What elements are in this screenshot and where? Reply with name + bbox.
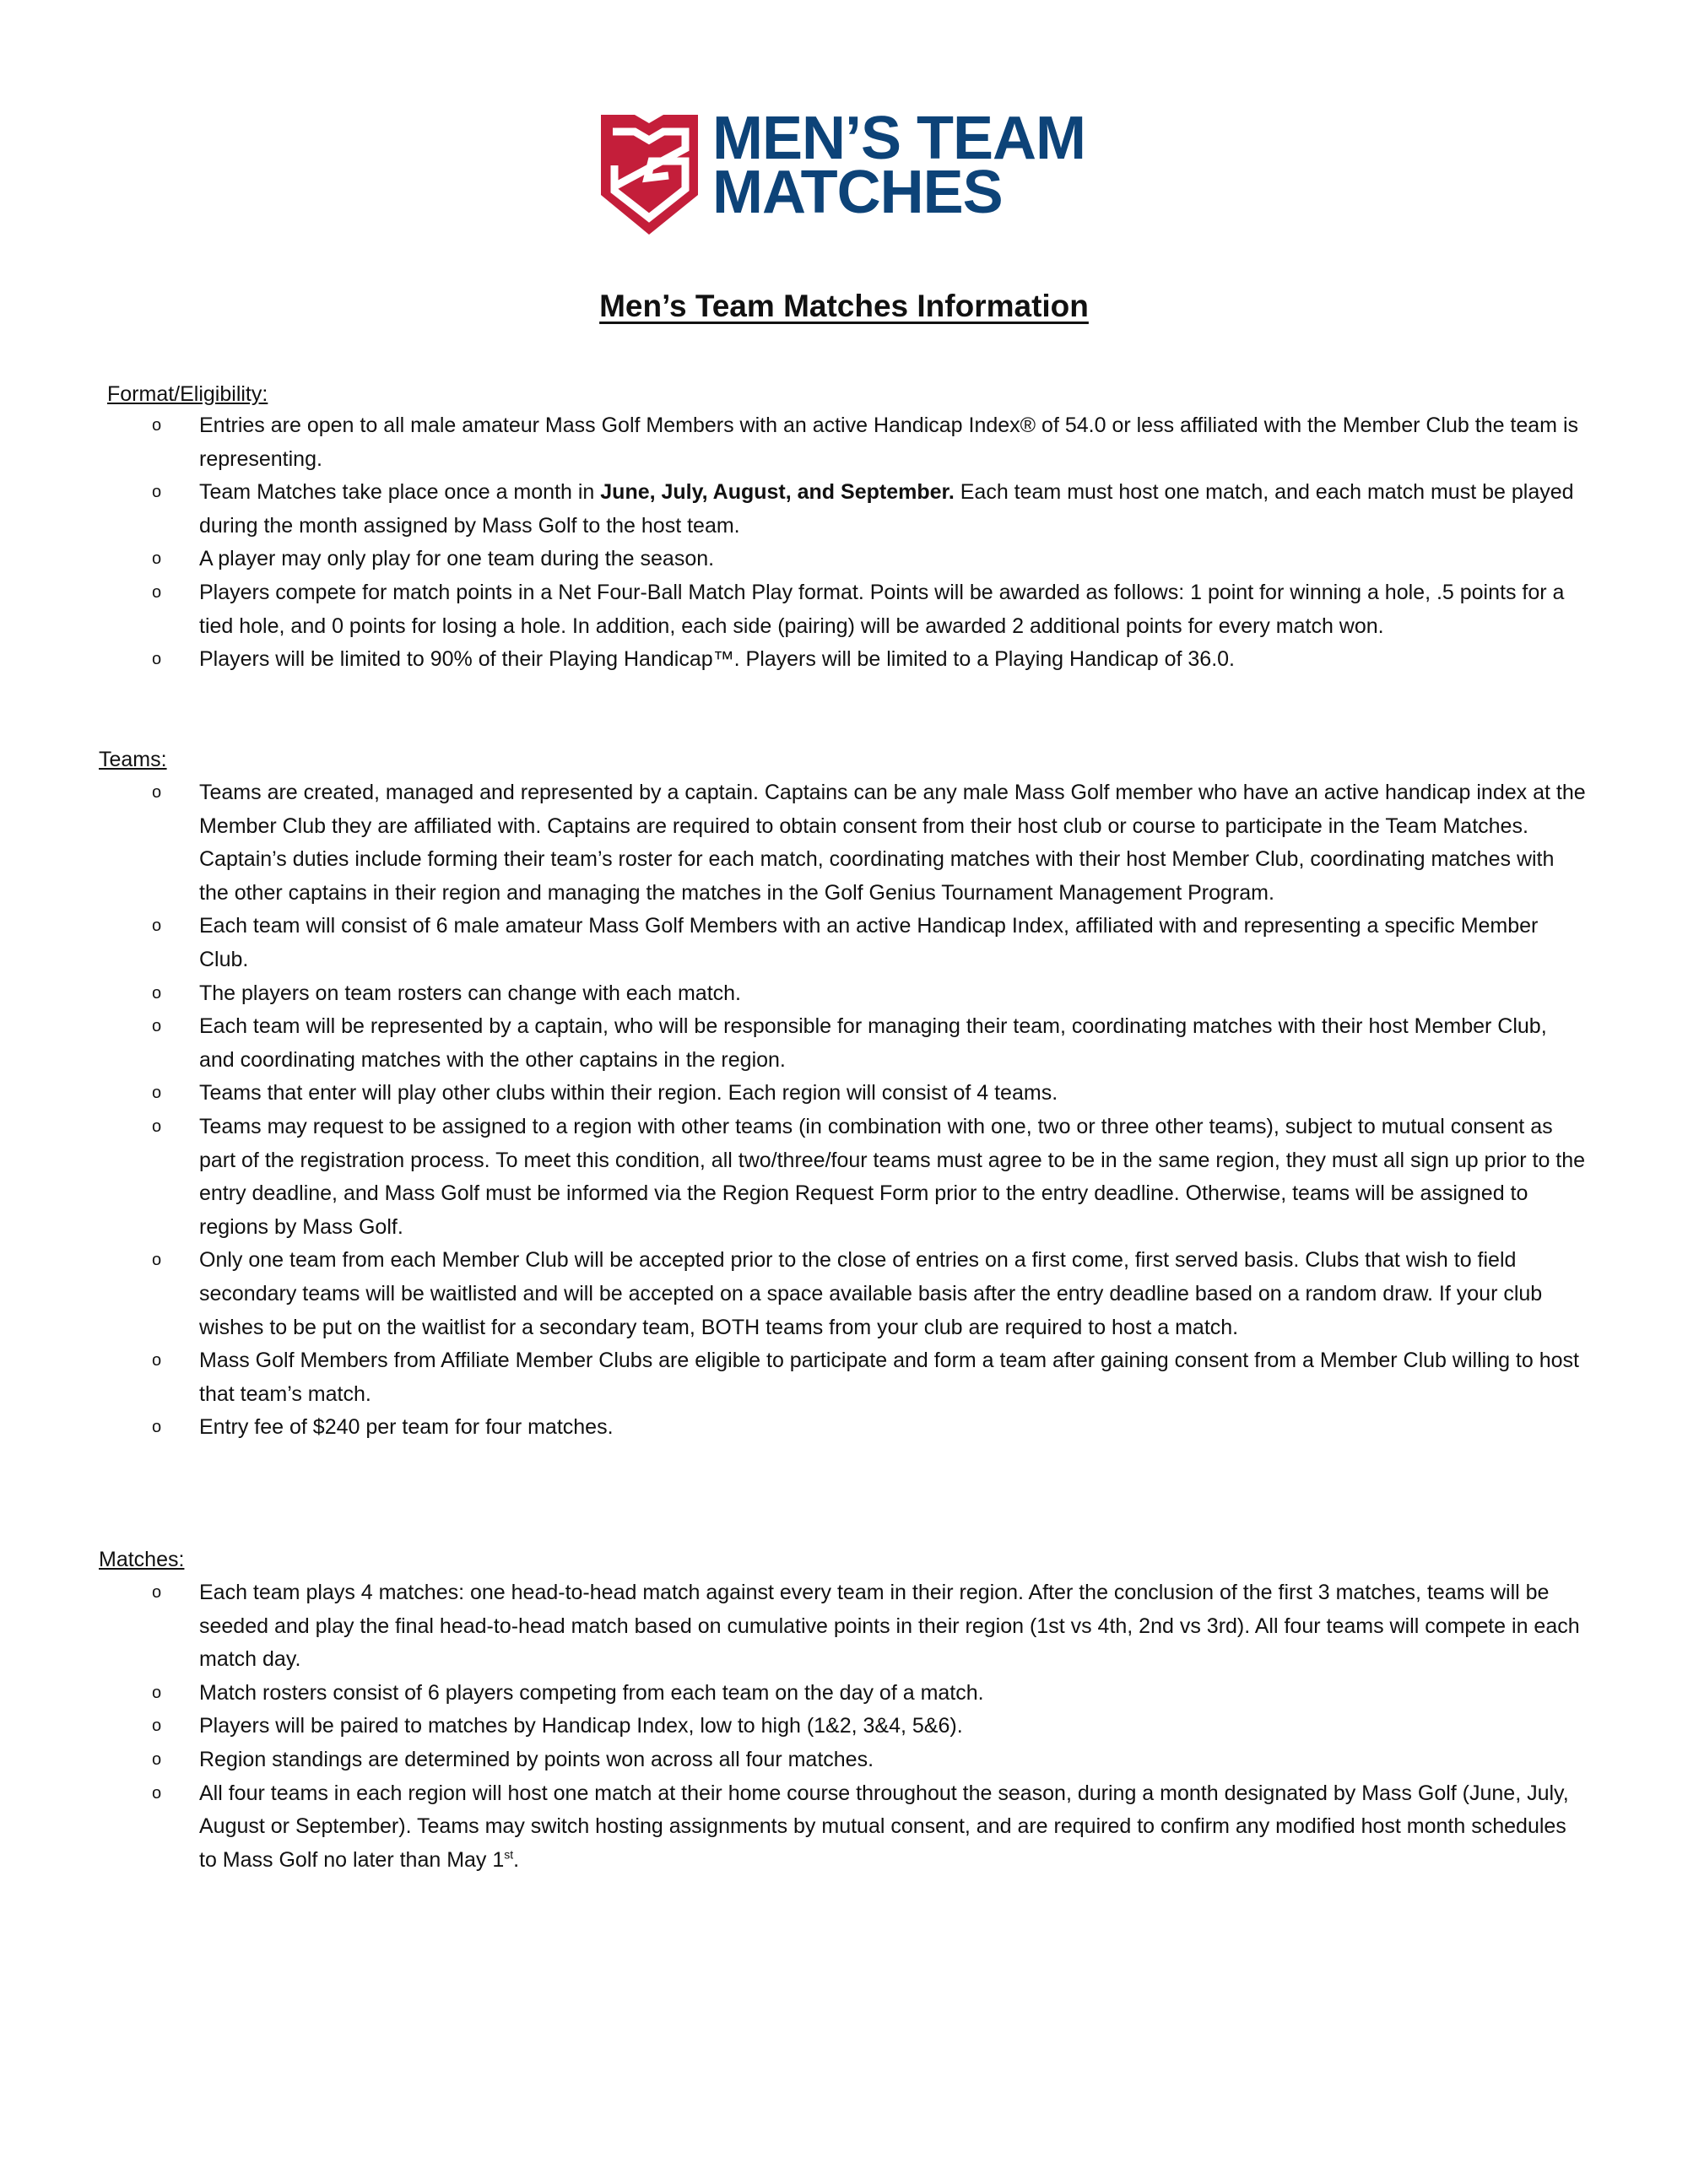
item-text: Team Matches take place once a month in [199,480,601,505]
ordinal-suffix: st [504,1847,514,1862]
list-item [152,1077,1587,1111]
item-text: Players will be paired to matches by Handicap Index, low to high (1&2, 3&4, 5&6). [199,1714,963,1738]
list-item [152,1576,1587,1677]
item-text: Teams may request to be assigned to a region with other teams (in combination with one, two or three other teams), subject to mutual consent as part of the registration process. To meet this condition, all two/three/four teams must agree to be in the same region, they must all sign up prior to the entry deadline, and Mass Golf must be informed via the Region Request Form prior to the entry deadline. Otherwise, teams will be assigned to regions by Mass Golf. [199,1114,1586,1239]
teams-heading: Teams: [99,748,167,771]
item-text: All four teams in each region will host one match at their home course throughout the season, during a month designated by Mass Golf (June, July, August or September). Teams may switch hosting assignments by mutual consent, and are required to confirm any modified host month schedules to Mass Golf no later than May 1 [199,1781,1569,1872]
item-text: Mass Golf Members from Affiliate Member Clubs are eligible to participate and form a team after gaining consent from a Member Club willing to host that team’s match. [199,1349,1579,1406]
list-item [152,543,1587,576]
bullet-icon: o [152,1683,162,1702]
bullet-icon: o [152,483,162,502]
shield-logo-icon [601,115,698,235]
list-item [152,409,1587,476]
format-heading: Format/Eligibility: [107,382,268,406]
months-bold: June, July, August, and September. [600,480,955,505]
logo-wordmark [712,105,1086,226]
item-text: Each team will consist of 6 male amateur Mass Golf Members with an active Handicap Index, affiliated with and representing a specific Member Club. [199,914,1539,971]
item-text: Entry fee of $240 per team for four matches. [199,1415,614,1440]
bullet-icon: o [152,1116,162,1136]
bullet-icon: o [152,983,162,1003]
list-item [152,1677,1587,1711]
format-list [152,409,1587,677]
bullet-icon: o [152,783,162,802]
list-item [152,1710,1587,1743]
item-text: . [513,1847,520,1872]
item-text: Each team will be represented by a captain, who will be responsible for managing their team, coordinating matches with their host Member Club, and coordinating matches with the other captains in the region. [199,1014,1547,1072]
list-item [152,1411,1587,1445]
item-text: Players compete for match points in a Net Four-Ball Match Play format. Points will be awarded as follows: 1 point for winning a hole, .5 points for a tied hole, and 0 points for losing a hole. In addition, each side (pairing) will be awarded 2 additional points for every match won. [199,580,1565,638]
bullet-icon: o [152,916,162,936]
list-item [152,643,1587,677]
item-text: Each team must host one match, and each match must be played during the month assigned by Mass Golf to the host team. [199,480,1574,538]
bullet-icon: o [152,582,162,602]
bullet-icon: o [152,1418,162,1437]
list-item [152,476,1587,543]
matches-heading: Matches: [99,1548,185,1571]
mens-team-matches-logo [601,105,1107,237]
list-item [152,1743,1587,1777]
matches-list [152,1576,1587,1877]
item-text: Match rosters consist of 6 players competing from each team on the day of a match. [199,1680,984,1705]
logo-line-1: MEN’S TEAM [712,105,1086,172]
list-item [152,1244,1587,1344]
bullet-icon: o [152,1583,162,1602]
list-item [152,977,1587,1011]
list-item [152,776,1587,910]
bullet-icon: o [152,1251,162,1270]
item-text: Teams that enter will play other clubs within their region. Each region will consist of 4 teams. [199,1081,1058,1106]
page-title: Men’s Team Matches Information [599,289,1089,323]
bullet-icon: o [152,1351,162,1370]
logo-line-2: MATCHES [712,159,1003,226]
bullet-icon: o [152,650,162,669]
bullet-icon: o [152,1084,162,1103]
item-text: The players on team rosters can change with each match. [199,981,741,1005]
item-text: Each team plays 4 matches: one head-to-head match against every team in their region. After the conclusion of the first 3 matches, teams will be seeded and play the final head-to-head match based on cumulative points in their region (1st vs 4th, 2nd vs 3rd). All four teams will compete in each match day. [199,1581,1580,1672]
list-item [152,1344,1587,1411]
bullet-icon: o [152,416,162,435]
item-text: Region standings are determined by points won across all four matches. [199,1747,874,1771]
list-item [152,1777,1587,1878]
teams-list [152,776,1587,1445]
item-text: Entries are open to all male amateur Mass Golf Members with an active Handicap Index® of 54.0 or less affiliated with the Member Club the team is representing. [199,414,1579,471]
item-text: Only one team from each Member Club will be accepted prior to the close of entries on a first come, first served basis. Clubs that wish to field secondary teams will be waitlisted and will be accepted on a space available basis after the entry deadline based on a random draw. If your club wishes to be put on the waitlist for a secondary team, BOTH teams from your club are required to host a match. [199,1248,1543,1339]
list-item [152,1111,1587,1244]
list-item [152,910,1587,976]
item-text: Teams are created, managed and represented by a captain. Captains can be any male Mass Golf member who have an active handicap index at the Member Club they are affiliated with. Captains are required to obtain consent from their host club or course to participate in the Team Matches. Captain’s duties include forming their team’s roster for each match, coordinating matches with their host Member Club, coordinating matches with the other captains in their region and managing the matches in the Golf Genius Tournament Management Program. [199,781,1586,905]
bullet-icon: o [152,1017,162,1036]
bullet-icon: o [152,1783,162,1803]
list-item [152,1010,1587,1077]
bullet-icon: o [152,549,162,569]
bullet-icon: o [152,1716,162,1736]
item-text: A player may only play for one team during the season. [199,547,715,571]
bullet-icon: o [152,1749,162,1769]
list-item [152,576,1587,643]
item-text: Players will be limited to 90% of their Playing Handicap™. Players will be limited to a Playing Handicap of 36.0. [199,647,1235,672]
